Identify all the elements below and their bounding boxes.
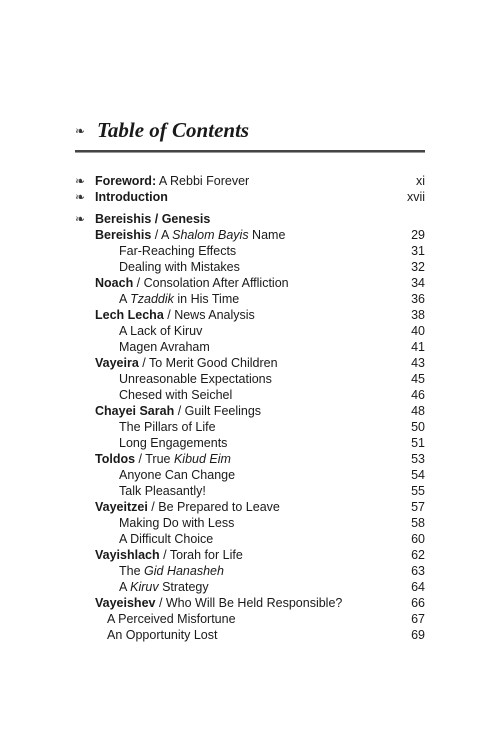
entry-label: Vayeitzei / Be Prepared to Leave xyxy=(95,500,280,514)
toc-row[interactable] xyxy=(75,563,425,579)
toc-row-foreword[interactable] xyxy=(75,173,425,189)
page-number: 51 xyxy=(411,436,425,450)
toc-row[interactable] xyxy=(75,259,425,275)
toc-row[interactable] xyxy=(75,467,425,483)
page-number: 60 xyxy=(411,532,425,546)
entry-label: Vayeira / To Merit Good Children xyxy=(95,356,278,370)
entry-label: Bereishis / A Shalom Bayis Name xyxy=(95,228,286,242)
entry-label: Chesed with Seichel xyxy=(119,388,233,402)
page-number: 67 xyxy=(411,612,425,626)
entry-label: A Difficult Choice xyxy=(119,532,214,546)
entry-label: Making Do with Less xyxy=(119,516,235,530)
entry-label: Anyone Can Change xyxy=(119,468,236,482)
page-number: 64 xyxy=(411,580,425,594)
entry-label: The Pillars of Life xyxy=(119,420,216,434)
entry-label: The Gid Hanasheh xyxy=(119,564,224,578)
page-number: 53 xyxy=(411,452,425,466)
toc-row[interactable] xyxy=(75,531,425,547)
page-number: 41 xyxy=(411,340,425,354)
page-number: 46 xyxy=(411,388,425,402)
toc-row[interactable] xyxy=(75,627,425,643)
entry-label: Vayeishev / Who Will Be Held Responsible? xyxy=(95,596,343,610)
ornament-icon: ❧ xyxy=(75,212,86,226)
page-number: 58 xyxy=(411,516,425,530)
entry-label: Far-Reaching Effects xyxy=(119,244,237,258)
page-number: 50 xyxy=(411,420,425,434)
table-of-contents xyxy=(75,173,425,643)
page-number: 29 xyxy=(411,228,425,242)
page-number: 54 xyxy=(411,468,425,482)
toc-row[interactable] xyxy=(75,403,425,419)
page-number: 63 xyxy=(411,564,425,578)
entry-label: Dealing with Mistakes xyxy=(119,260,240,274)
toc-row[interactable] xyxy=(75,499,425,515)
entry-label: Chayei Sarah / Guilt Feelings xyxy=(95,404,262,418)
page-number: 31 xyxy=(411,244,425,258)
toc-row[interactable] xyxy=(75,307,425,323)
entry-label: Vayishlach / Torah for Life xyxy=(95,548,243,562)
toc-row[interactable] xyxy=(75,323,425,339)
toc-row[interactable] xyxy=(75,291,425,307)
toc-row[interactable] xyxy=(75,419,425,435)
toc-row[interactable] xyxy=(75,595,425,611)
toc-row-introduction[interactable] xyxy=(75,189,425,205)
section-heading[interactable] xyxy=(75,211,425,227)
page-number: 66 xyxy=(411,596,425,610)
toc-row[interactable] xyxy=(75,435,425,451)
entry-label: Noach / Consolation After Affliction xyxy=(95,276,289,290)
entry-label: A Kiruv Strategy xyxy=(119,580,209,594)
page-number: 38 xyxy=(411,308,425,322)
page-number: 55 xyxy=(411,484,425,498)
entry-label: A Tzaddik in His Time xyxy=(119,292,240,306)
entry-label: An Opportunity Lost xyxy=(107,628,218,642)
entry-label: A Lack of Kiruv xyxy=(119,324,203,338)
toc-row[interactable] xyxy=(75,515,425,531)
page-number: 48 xyxy=(411,404,425,418)
toc-row[interactable] xyxy=(75,611,425,627)
entry-label: Long Engagements xyxy=(119,436,228,450)
page-number: 36 xyxy=(411,292,425,306)
section-label: Bereishis / Genesis xyxy=(95,212,211,226)
toc-row[interactable] xyxy=(75,483,425,499)
toc-row[interactable] xyxy=(75,547,425,563)
entry-label: Magen Avraham xyxy=(119,340,210,354)
page-number: xi xyxy=(415,174,425,188)
toc-row[interactable] xyxy=(75,371,425,387)
entry-list xyxy=(75,227,425,643)
entry-label: Talk Pleasantly! xyxy=(119,484,206,498)
page-number: 45 xyxy=(411,372,425,386)
entry-label: Toldos / True Kibud Eim xyxy=(95,452,231,466)
page-number: 62 xyxy=(411,548,425,562)
page-number: 43 xyxy=(411,356,425,370)
ornament-icon: ❧ xyxy=(75,190,86,204)
entry-label: A Perceived Misfortune xyxy=(107,612,236,626)
toc-row[interactable] xyxy=(75,387,425,403)
ornament-icon: ❧ xyxy=(75,174,86,188)
toc-row[interactable] xyxy=(75,579,425,595)
entry-label: Unreasonable Expectations xyxy=(119,372,272,386)
toc-row[interactable] xyxy=(75,339,425,355)
entry-label: Introduction xyxy=(95,190,168,204)
toc-row[interactable] xyxy=(75,243,425,259)
toc-row[interactable] xyxy=(75,227,425,243)
page-number: 69 xyxy=(411,628,425,642)
page-number: xvii xyxy=(406,190,425,204)
entry-label: Lech Lecha / News Analysis xyxy=(95,308,255,322)
page-number: 34 xyxy=(411,276,425,290)
page-number: 57 xyxy=(411,500,425,514)
toc-row[interactable] xyxy=(75,451,425,467)
entry-label: Foreword: A Rebbi Forever xyxy=(95,174,250,188)
toc-row[interactable] xyxy=(75,355,425,371)
page-number: 40 xyxy=(411,324,425,338)
page-title xyxy=(75,118,425,143)
page-number: 32 xyxy=(411,260,425,274)
title-text: Table of Contents xyxy=(97,118,250,142)
toc-row[interactable] xyxy=(75,275,425,291)
ornament-icon: ❧ xyxy=(75,123,86,138)
title-rule xyxy=(75,150,425,153)
